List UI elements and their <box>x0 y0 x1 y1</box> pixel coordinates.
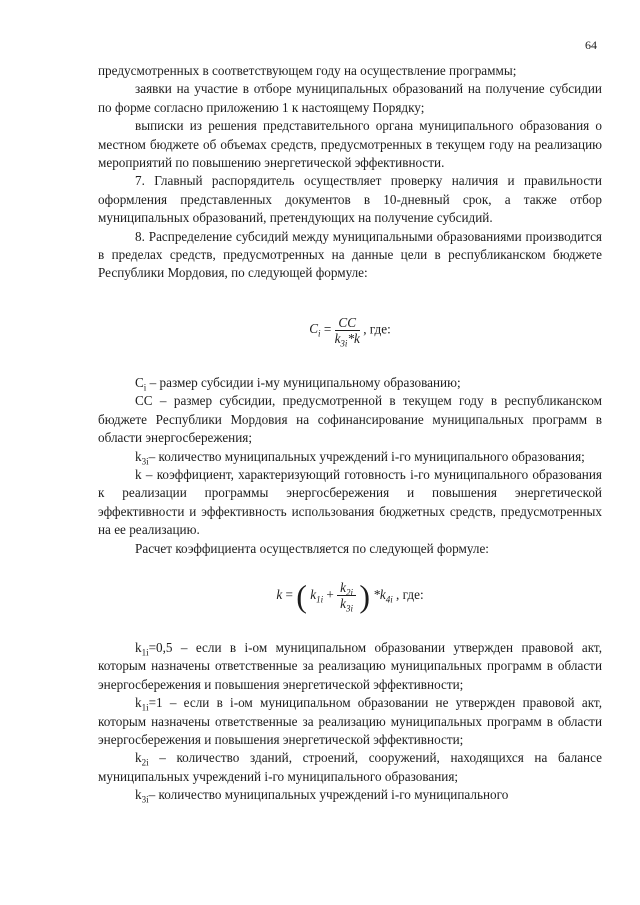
paragraph-item-8: 8. Распределение субсидий между муниципальными образованиями производится в пределах средств, предусмотренных на данные цели в республиканском бюджете Республики Мордовия, по следующей формуле: <box>98 228 602 281</box>
formula-equals: = <box>323 321 332 337</box>
formula2-denominator: $k_{3i}$ <box>340 596 354 615</box>
formula-suffix: , где: <box>363 321 391 337</box>
formula2-plus: + <box>326 586 334 602</box>
document-body <box>98 62 602 805</box>
paragraph-programs: предусмотренных в соответствующем году на осуществление программы; <box>98 63 517 78</box>
paragraph-coefficient-calc: Расчет коэффициента осуществляется по следующей формуле: <box>135 540 489 556</box>
paragraph-item-7: 7. Главный распорядитель осуществляет проверку наличия и правильности оформления представленных документов в 10-дневный срок, а также отбор муниципальных образований, претендующих на получение субсидий. <box>98 173 602 226</box>
paragraph-extracts: выписки из решения представительного органа муниципального образования о местном бюджете об объемах средств, предусмотренных в текущем году на реализацию мероприятий по повышению энергетической эффективности. <box>98 118 602 171</box>
formula2-close-paren: ) <box>359 577 370 614</box>
formula2-k1i: $k_{1i}$ <box>310 586 324 605</box>
definition-ci: $C_i$ – размер субсидии i-му муниципальному образованию; <box>135 374 461 393</box>
formula2-open-paren: ( <box>296 577 307 614</box>
formula-subsidy <box>98 315 602 351</box>
definition-cc: СС – размер субсидии, предусмотренной в текущем году в республиканском бюджете Республики Мордовия на софинансирование муниципальных программ в области энергосбережения; <box>98 393 602 446</box>
formula-denominator: $k_{3i}*k$ <box>334 330 360 349</box>
definition-k3i: $k_{3i}-$ количество муниципальных учреждений i-го муниципального образования; <box>135 448 585 467</box>
definition-k2i: $k_{2i}$ – количество зданий, строений, сооружений, находящихся на балансе муниципальных учреждений i-го муниципального образования; <box>98 750 602 784</box>
formula-coefficient <box>98 577 602 618</box>
formula2-lhs: k <box>276 586 283 602</box>
formula2-numerator: $k_{2i}$ <box>337 580 356 596</box>
formula-numerator: CC <box>335 315 360 331</box>
formula-fraction <box>334 314 360 349</box>
formula-lhs: $C_i$ <box>309 321 321 340</box>
formula2-equals: = <box>285 586 293 602</box>
definition-k1i-05: $k_{1i}=0,5$ – если в i-ом муниципальном образовании утвержден правовой акт, которым назначены ответственные за реализацию муниципальных программ в области энергосбережения и повышения энергетической эффективности; <box>98 639 602 692</box>
definition-k1i-1: $k_{1i}=1$ – если в i-ом муниципальном образовании не утвержден правовой акт, которым назначены ответственные за реализацию муниципальных программ в области энергосбережения и повышения энергетической эффективности; <box>98 695 602 747</box>
definition-k: k – коэффициент, характеризующий готовность i-го муниципального образования к реализации программы энергосбережения и повышения энергетической эффективности и эффективность использования бюджетных средств, предусмотренных на ее реализацию. <box>98 466 602 538</box>
page-number: 64 <box>585 38 597 52</box>
paragraph-applications: заявки на участие в отборе муниципальных образований на получение субсидии по форме согласно приложению 1 к настоящему Порядку; <box>98 81 602 115</box>
formula2-fraction <box>337 580 356 615</box>
formula2-k4i: $*k_{4i}$ <box>373 586 393 605</box>
definition-k3i-continued: $k_{3i}-$ количество муниципальных учреждений i-го муниципального <box>135 787 509 805</box>
formula2-suffix: , где: <box>396 586 424 602</box>
